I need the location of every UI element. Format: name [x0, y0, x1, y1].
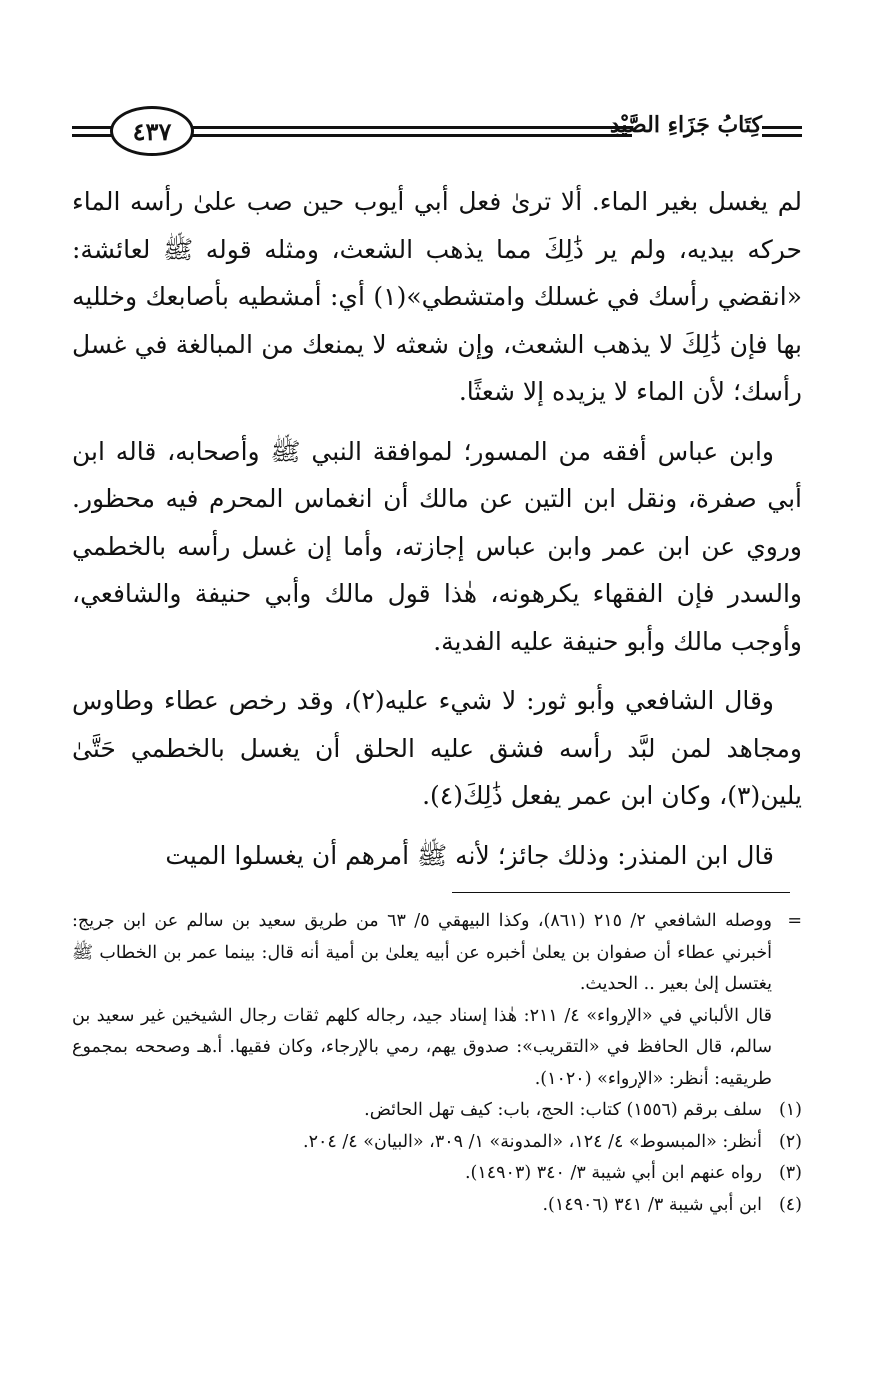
- footnote-number: (٤): [778, 1194, 802, 1215]
- footnote-text: سلف برقم (١٥٥٦) كتاب: الحج، باب: كيف تهل الحائض.: [364, 1100, 762, 1120]
- paragraph: وقال الشافعي وأبو ثور: لا شيء عليه(٢)، وقد رخص عطاء وطاوس ومجاهد لمن لبَّد رأسه فشق عليه الحلق أن يغسل بالخطمي حَتَّىٰ يلين(٣)، وكان ابن عمر يفعل ذَٰلِكَ(٤).: [72, 686, 802, 810]
- paragraph: وابن عباس أفقه من المسور؛ لموافقة النبي ﷺ وأصحابه، قاله ابن أبي صفرة، ونقل ابن التين عن مالك أن انغماس المحرم فيه محظور. وروي عن ابن عمر وابن عباس إجازته، وأما إن غسل رأسه بالخطمي والسدر فإن الفقهاء يكرهونه، هٰذا قول مالك وأبي حنيفة والشافعي، وأوجب مالك وأبو حنيفة عليه الفدية.: [72, 436, 802, 656]
- footnote-number: (١): [778, 1100, 802, 1120]
- footnote-item: [72, 1158, 802, 1190]
- footnote-text: أنظر: «المبسوط» ٤/ ١٢٤، «المدونة» ١/ ٣٠٩، «البيان» ٤/ ٢٠٤.: [303, 1131, 762, 1152]
- footnote-continuation: [72, 906, 802, 1001]
- paragraph: قال ابن المنذر: وذلك جائز؛ لأنه ﷺ أمرهم أن يغسلوا الميت: [165, 840, 774, 870]
- header-rule: [72, 126, 112, 129]
- footnote-item: [72, 1095, 802, 1127]
- footnote-text: رواه عنهم ابن أبي شيبة ٣/ ٣٤٠ (١٤٩٠٣).: [464, 1163, 762, 1183]
- header-rule: [762, 134, 802, 137]
- header-rule: [182, 134, 632, 137]
- header-rule: [762, 126, 802, 129]
- header-rule: [182, 126, 632, 129]
- footnote-number: (٢): [778, 1131, 802, 1152]
- running-title: كِتَابُ جَزَاءِ الصَّيْدِ: [609, 112, 762, 138]
- footnote-text: ووصله الشافعي ٢/ ٢١٥ (٨٦١)، وكذا البيهقي ٥/ ٦٣ من طريق سعيد بن سالم عن ابن جريج: أخبرني عطاء أن صفوان بن يعلىٰ أخبره عن أبيه يعلىٰ بن أمية أنه قال: بينما عمر بن الخطاب ﷺ يغتسل إلىٰ بعير .. الحديث.: [72, 911, 773, 994]
- continuation-mark: =: [787, 911, 802, 931]
- footnote-text: قال الألباني في «الإرواء» ٤/ ٢١١: هٰذا إسناد جيد، رجاله كلهم ثقات رجال الشيخين غير سعيد بن سالم، قال الحافظ في «التقريب»: صدوق يهم، رمي بالإرجاء، وكان فقيها. أ.هـ وصححه بمجموع طريقيه: أنظر: «الإرواء» (١٠٢٠).: [72, 1005, 772, 1089]
- footnote-item: [72, 1127, 802, 1159]
- main-text: [72, 178, 802, 891]
- footnote-text: ابن أبي شيبة ٣/ ٣٤١ (١٤٩٠٦).: [542, 1194, 762, 1215]
- footnote-separator: [452, 892, 790, 893]
- footnote-item: [72, 1190, 802, 1222]
- footnotes: [72, 906, 802, 1221]
- page-number: ٤٣٧: [110, 106, 194, 156]
- footnote-number: (٣): [778, 1163, 802, 1183]
- page-header: [72, 100, 802, 164]
- paragraph: لم يغسل بغير الماء. ألا ترىٰ فعل أبي أيوب حين صب علىٰ رأسه الماء حركه بيديه، ولم ير ذَٰلِكَ مما يذهب الشعث، ومثله قوله ﷺ لعائشة: «انقضي رأسك في غسلك وامتشطي»(١) أي: أمشطيه بأصابعك وخلليه بها فإن ذَٰلِكَ لا يذهب الشعث، وإن شعثه لا يمنعك من المبالغة في غسل رأسك؛ لأن الماء لا يزيده إلا شعثًا.: [72, 187, 802, 406]
- header-rule: [72, 134, 112, 137]
